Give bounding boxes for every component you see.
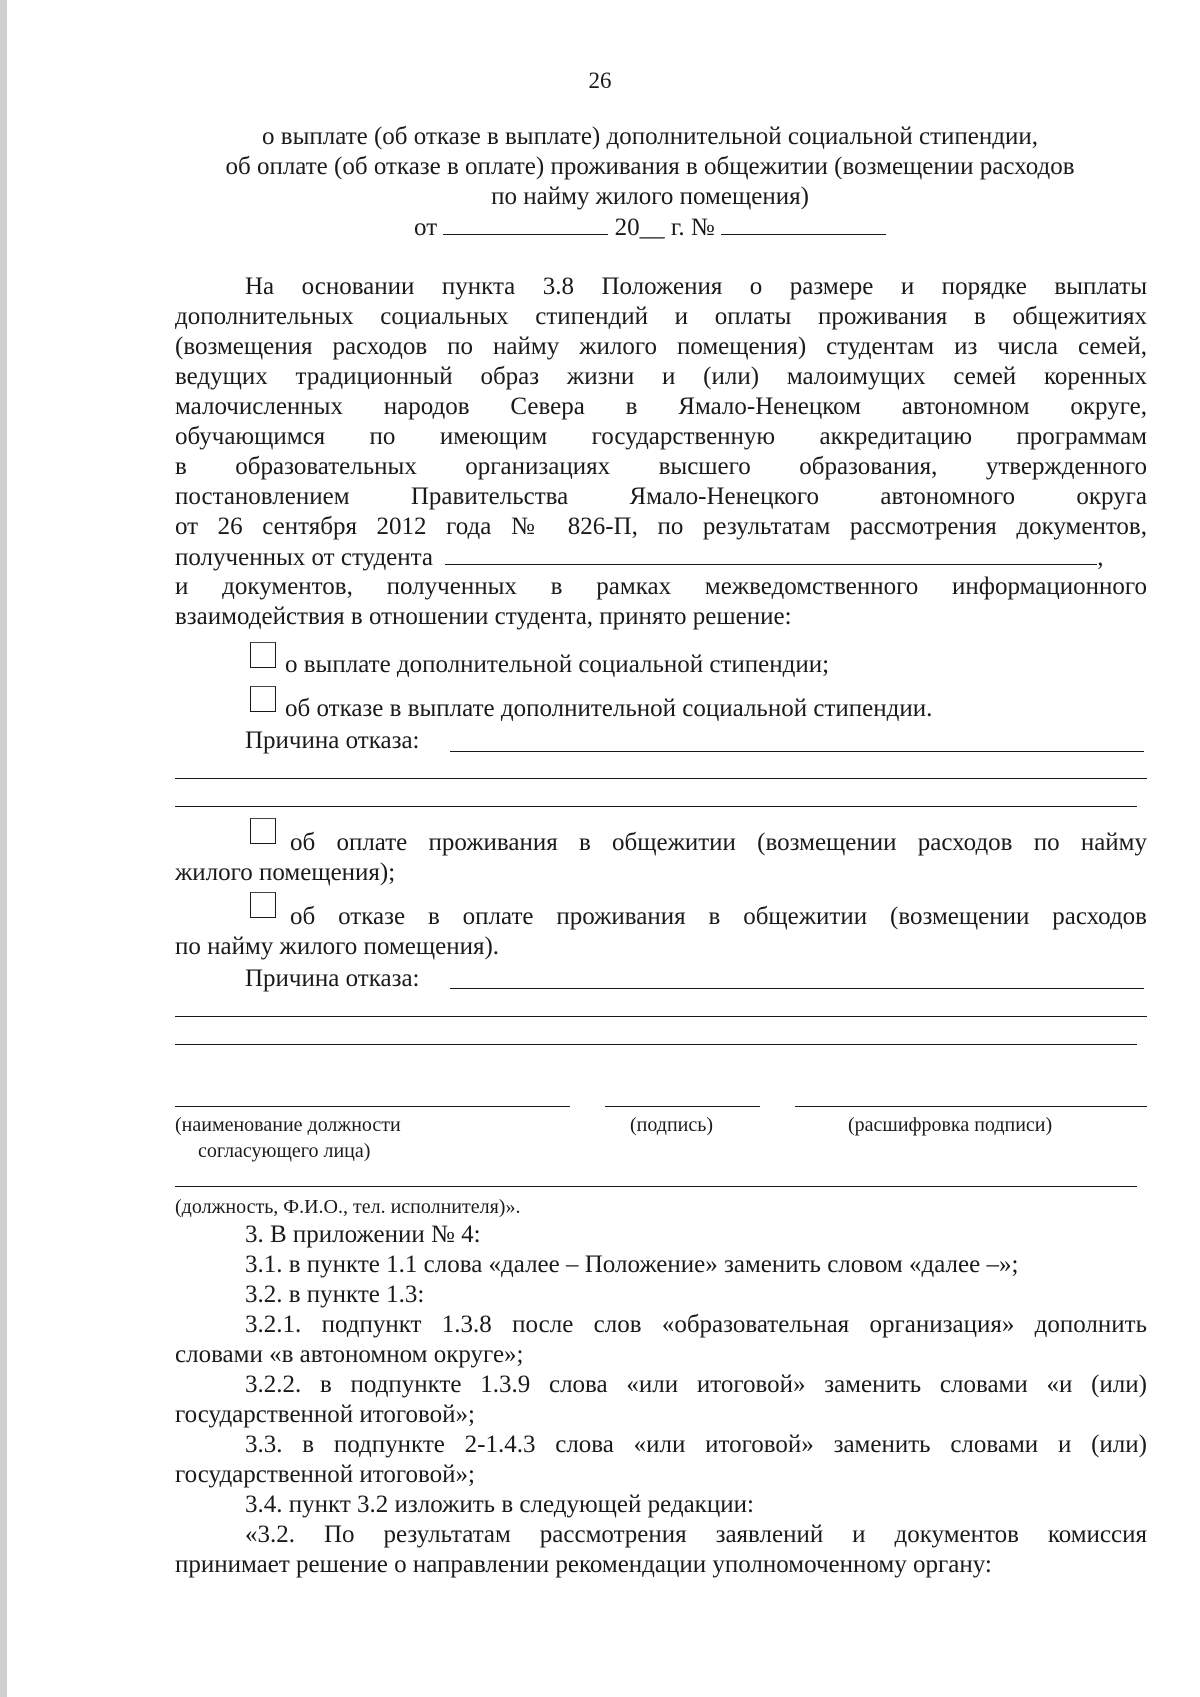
date-year: 20__ г. № [614, 214, 715, 241]
amend-3: 3. В приложении № 4: [245, 1221, 481, 1248]
reason-line-2c [175, 1044, 1137, 1045]
reason-label-2: Причина отказа: [245, 965, 420, 992]
amend-3-2-quote-a: «3.2. По результатам рассмотрения заявлений и документов комиссия [245, 1521, 1147, 1548]
reason-line-1a [450, 751, 1144, 752]
body-line-5: малочисленных народов Севера в Ямало-Ненецком автономном округе, [175, 393, 1147, 420]
body-line-1: На основании пункта 3.8 Положения о размере и порядке выплаты [245, 273, 1147, 300]
number-blank [721, 212, 886, 235]
option-3a: об оплате проживания в общежитии (возмещении расходов по найму [290, 829, 1147, 856]
amend-3-4: 3.4. пункт 3.2 изложить в следующей редакции: [245, 1491, 754, 1518]
date-prefix: от [414, 214, 438, 241]
student-line [175, 542, 1147, 573]
header-line-1: о выплате (об отказе в выплате) дополнительной социальной стипендии, [262, 123, 1038, 150]
sign-line-signature [605, 1106, 760, 1107]
checkbox-dorm-refuse[interactable] [250, 892, 276, 918]
option-3b: жилого помещения); [175, 859, 396, 886]
body-line-4: ведущих традиционный образ жизни и (или) малоимущих семей коренных [175, 363, 1147, 390]
executor-line [175, 1186, 1137, 1187]
amend-3-2-2b: государственной итоговой»; [175, 1401, 475, 1428]
option-4a: об отказе в оплате проживания в общежитии (возмещении расходов [290, 903, 1147, 930]
body-line-after-1: и документов, полученных в рамках межведомственного информационного [175, 573, 1147, 600]
option-2: об отказе в выплате дополнительной социальной стипендии. [285, 695, 933, 722]
sign-caption-position-a: (наименование должности [175, 1114, 401, 1136]
reason-label-1: Причина отказа: [245, 727, 420, 754]
student-tail: , [1097, 544, 1104, 571]
checkbox-dorm-pay[interactable] [250, 818, 276, 844]
sign-caption-decoding: (расшифровка подписи) [848, 1114, 1053, 1136]
option-1: о выплате дополнительной социальной стипендии; [285, 651, 830, 678]
body-line-after-2: взаимодействия в отношении студента, принято решение: [175, 603, 792, 630]
executor-caption: (должность, Ф.И.О., тел. исполнителя)». [175, 1196, 521, 1218]
body-line-7: в образовательных организациях высшего образования, утвержденного [175, 453, 1147, 480]
page-number: 26 [588, 68, 612, 93]
amend-3-2-2a: 3.2.2. в подпункте 1.3.9 слова «или итоговой» заменить словами «и (или) [245, 1371, 1147, 1398]
amend-3-2-1b: словами «в автономном округе»; [175, 1341, 524, 1368]
sign-caption-signature: (подпись) [630, 1114, 714, 1136]
reason-line-1b [175, 778, 1147, 779]
sign-caption-position-b: согласующего лица) [198, 1140, 371, 1162]
header-line-2: об оплате (об отказе в оплате) проживания в общежитии (возмещении расходов [225, 153, 1075, 180]
body-line-9: от 26 сентября 2012 года № 826-П, по результатам рассмотрения документов, [175, 513, 1147, 540]
amend-3-3b: государственной итоговой»; [175, 1461, 475, 1488]
body-line-8: постановлением Правительства Ямало-Ненецкого автономного округа [175, 483, 1147, 510]
student-label: полученных от студента [175, 544, 433, 571]
amend-3-3a: 3.3. в подпункте 2-1.4.3 слова «или итоговой» заменить словами и (или) [245, 1431, 1147, 1458]
sign-line-position [175, 1106, 570, 1107]
amend-3-2: 3.2. в пункте 1.3: [245, 1281, 425, 1308]
reason-line-1c [175, 806, 1137, 807]
header-line-3: по найму жилого помещения) [491, 183, 809, 210]
body-line-6: обучающимся по имеющим государственную аккредитацию программам [175, 423, 1147, 450]
amend-3-2-1a: 3.2.1. подпункт 1.3.8 после слов «образовательная организация» дополнить [245, 1311, 1147, 1338]
student-blank [445, 542, 1097, 565]
body-line-3: (возмещения расходов по найму жилого помещения) студентам из числа семей, [175, 333, 1147, 360]
reason-line-2a [450, 988, 1144, 989]
sign-line-decoding [795, 1106, 1147, 1107]
option-4b: по найму жилого помещения). [175, 933, 500, 960]
header-date-line [150, 212, 1150, 243]
amend-3-1: 3.1. в пункте 1.1 слова «далее – Положение» заменить словом «далее –»; [245, 1251, 1019, 1278]
reason-line-2b [175, 1016, 1147, 1017]
checkbox-scholarship-pay[interactable] [250, 642, 276, 668]
body-line-2: дополнительных социальных стипендий и оплаты проживания в общежитиях [175, 303, 1147, 330]
checkbox-scholarship-refuse[interactable] [250, 686, 276, 712]
date-blank [443, 212, 608, 235]
amend-3-2-quote-b: принимает решение о направлении рекомендации уполномоченному органу: [175, 1551, 992, 1578]
